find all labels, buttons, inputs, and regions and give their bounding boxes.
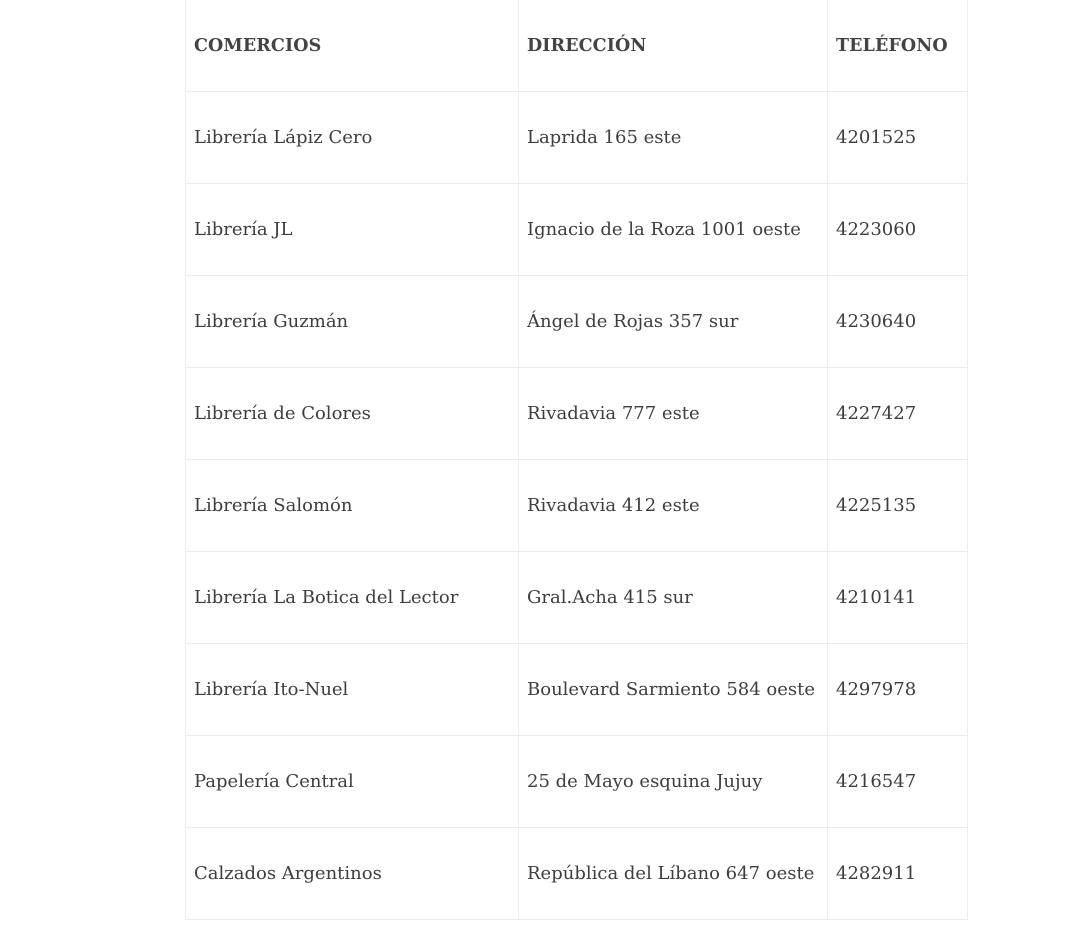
cell-comercio: Librería Lápiz Cero	[186, 92, 519, 184]
header-direccion: DIRECCIÓN	[519, 0, 828, 92]
cell-direccion: Rivadavia 412 este	[519, 460, 828, 552]
header-telefono: TELÉFONO	[828, 0, 968, 92]
table-row	[186, 644, 968, 736]
table-row	[186, 276, 968, 368]
table-row	[186, 368, 968, 460]
cell-telefono: 4225135	[828, 460, 968, 552]
cell-direccion: República del Líbano 647 oeste	[519, 828, 828, 920]
cell-comercio: Librería de Colores	[186, 368, 519, 460]
stores-table	[185, 0, 968, 920]
cell-telefono: 4216547	[828, 736, 968, 828]
cell-comercio: Librería Guzmán	[186, 276, 519, 368]
cell-comercio: Librería La Botica del Lector	[186, 552, 519, 644]
cell-telefono: 4230640	[828, 276, 968, 368]
cell-direccion: Ignacio de la Roza 1001 oeste	[519, 184, 828, 276]
cell-telefono: 4201525	[828, 92, 968, 184]
cell-direccion: Rivadavia 777 este	[519, 368, 828, 460]
cell-comercio: Librería Ito-Nuel	[186, 644, 519, 736]
cell-telefono: 4210141	[828, 552, 968, 644]
stores-table-container	[185, 0, 967, 920]
cell-direccion: Laprida 165 este	[519, 92, 828, 184]
table-row	[186, 552, 968, 644]
cell-telefono: 4297978	[828, 644, 968, 736]
cell-comercio: Papelería Central	[186, 736, 519, 828]
table-row	[186, 184, 968, 276]
cell-telefono: 4282911	[828, 828, 968, 920]
cell-comercio: Librería Salomón	[186, 460, 519, 552]
cell-telefono: 4227427	[828, 368, 968, 460]
table-row	[186, 460, 968, 552]
table-row	[186, 92, 968, 184]
cell-comercio: Calzados Argentinos	[186, 828, 519, 920]
cell-direccion: Gral.Acha 415 sur	[519, 552, 828, 644]
table-row	[186, 828, 968, 920]
cell-direccion: Ángel de Rojas 357 sur	[519, 276, 828, 368]
cell-direccion: Boulevard Sarmiento 584 oeste	[519, 644, 828, 736]
header-comercios: COMERCIOS	[186, 0, 519, 92]
cell-telefono: 4223060	[828, 184, 968, 276]
table-row	[186, 736, 968, 828]
cell-direccion: 25 de Mayo esquina Jujuy	[519, 736, 828, 828]
cell-comercio: Librería JL	[186, 184, 519, 276]
table-header-row	[186, 0, 968, 92]
